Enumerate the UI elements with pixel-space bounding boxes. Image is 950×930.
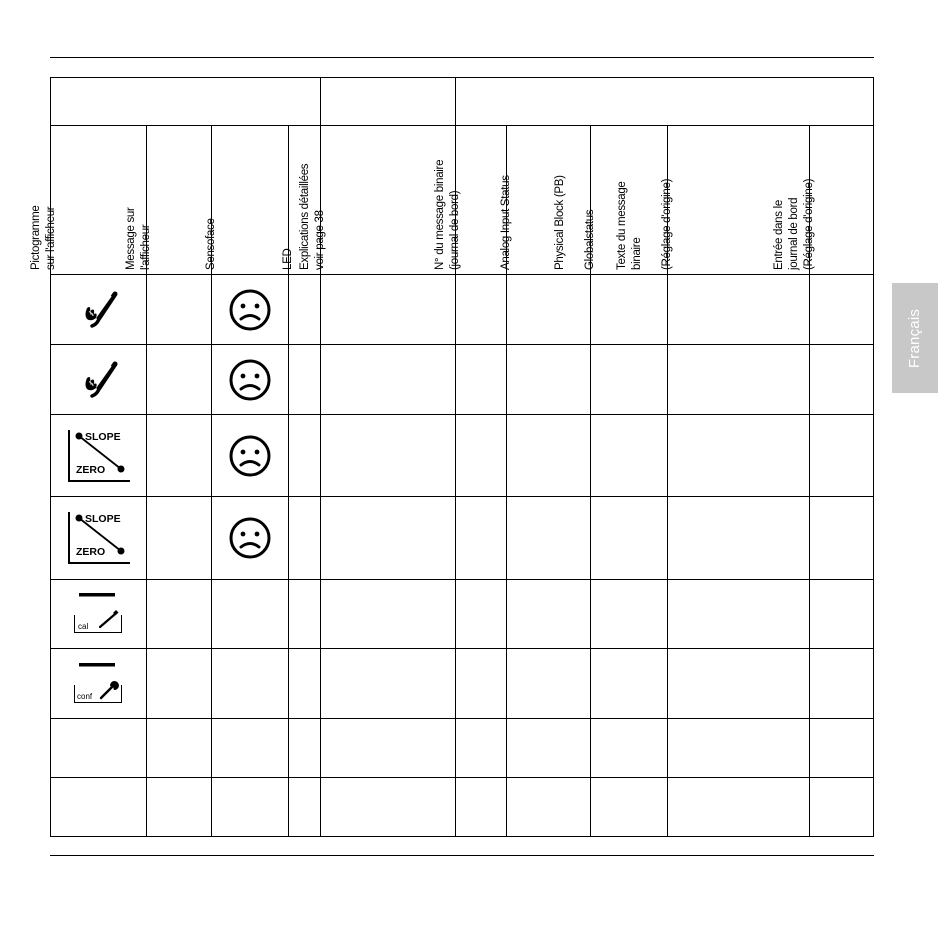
header-physical-block: Physical Block (PB) Globalstatus [554, 175, 596, 270]
header-message: Message sur l'afficheur [125, 207, 152, 270]
sensor-flame-icon [51, 275, 146, 344]
row-divider [51, 648, 873, 649]
sad-face-icon [211, 275, 288, 344]
header-led: LED [282, 248, 294, 270]
sensor-flame-icon [51, 345, 146, 414]
row-divider [51, 777, 873, 778]
svg-text:conf: conf [76, 691, 92, 701]
header-message-text: Texte du message binaire (Réglage d'origine) [616, 178, 673, 270]
bottom-rule [50, 855, 874, 856]
top-rule [50, 57, 874, 58]
header-analog-status: Analog Input Status [500, 175, 512, 270]
language-tab[interactable] [892, 283, 938, 393]
row-divider [51, 414, 873, 415]
svg-text:ZERO: ZERO [75, 463, 105, 476]
conf-icon [51, 649, 146, 718]
row-divider [51, 579, 873, 580]
language-tab-label: Français [906, 308, 924, 368]
header-pictogram: Pictogramme sur l'afficheur [30, 205, 57, 270]
cal-icon [51, 580, 146, 648]
status-table [30, 77, 874, 837]
row-divider [51, 274, 873, 275]
header-logbook-entry: Entrée dans le journal de bord (Réglage d'origine) [773, 178, 815, 270]
svg-text:SLOPE: SLOPE [84, 513, 121, 525]
sad-face-icon [211, 415, 288, 496]
row-divider [51, 718, 873, 719]
sad-face-icon [211, 497, 288, 579]
header-explanations: Explications détaillées voir page 38 [299, 163, 326, 270]
row-divider [51, 344, 873, 345]
header-sensoface: Sensoface [205, 218, 217, 270]
svg-text:ZERO: ZERO [75, 546, 105, 558]
sad-face-icon [211, 345, 288, 414]
row-divider [51, 496, 873, 497]
svg-text:cal: cal [77, 622, 88, 631]
slope-zero-icon [51, 497, 146, 579]
slope-zero-icon [51, 415, 146, 496]
svg-text:SLOPE: SLOPE [84, 430, 121, 443]
header-binary-no: N° du message binaire (journal de bord) [434, 159, 461, 270]
